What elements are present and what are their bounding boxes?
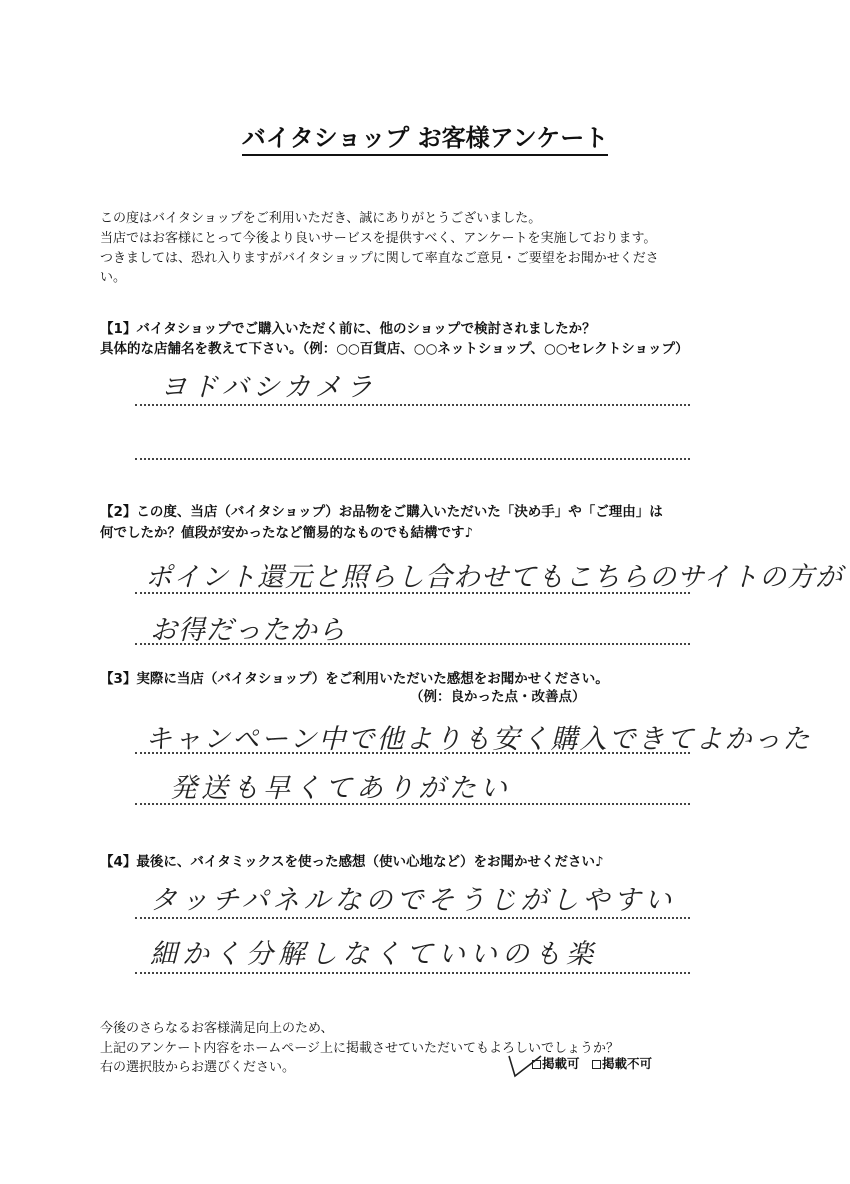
answer-3-line-1: キャンペーン中で他よりも安く購入できてよかった (145, 724, 812, 755)
answer-4-line-1: タッチパネルなのでそうじがしやすい (150, 885, 676, 916)
answer-line (135, 803, 690, 805)
question-1-sub: 具体的な店舗名を教えて下さい。（例：○○百貨店、○○ネットショップ、○○セレクトショップ） (100, 341, 689, 357)
answer-line (135, 643, 690, 645)
answer-line (135, 404, 690, 406)
answer-line (135, 458, 690, 460)
answer-2-line-1: ポイント還元と照らし合わせてもこちらのサイトの方が (145, 562, 844, 593)
answer-3-line-2: 発送も早くてありがたい (170, 773, 511, 804)
option-no-publish[interactable] (592, 1054, 652, 1072)
option-label: 掲載不可 (602, 1056, 653, 1071)
answer-line (135, 592, 690, 594)
question-1: 【1】バイタショップでご購入いただく前に、他のショップで検討されましたか？ (100, 321, 596, 337)
intro-line: い。 (100, 270, 127, 285)
intro-line: 当店ではお客様にとって今後より良いサービスを提供すべく、アンケートを実施しております。 (100, 231, 657, 246)
option-label: 掲載可 (542, 1056, 580, 1071)
answer-line (135, 917, 690, 919)
answer-1-line-1: ヨドバシカメラ (160, 372, 377, 403)
footer-line: 今後のさらなるお客様満足向上のため、 (100, 1021, 334, 1036)
question-2-sub: 何でしたか？値段が安かったなど簡易的なものでも結構です♪ (100, 525, 474, 541)
answer-2-line-2: お得だったから (150, 615, 346, 646)
answer-line (135, 972, 690, 974)
page-title (0, 118, 850, 153)
question-3-example: （例：良かった点・改善点） (410, 689, 586, 705)
footer-line: 右の選択肢からお選びください。 (100, 1060, 296, 1075)
footer-line: 上記のアンケート内容をホームページ上に掲載させていただいてもよろしいでしょうか？ (100, 1041, 619, 1056)
check-mark-icon (505, 1040, 545, 1080)
answer-4-line-2: 細かく分解しなくていいのも楽 (150, 939, 598, 970)
intro-line: この度はバイタショップをご利用いただき、誠にありがとうございました。 (100, 211, 542, 226)
intro-line: つきましては、恐れ入りますがバイタショップに関して率直なご意見・ご要望をお聞かせくださ (100, 251, 659, 266)
checkbox[interactable] (592, 1060, 601, 1069)
question-2: 【2】この度、当店（バイタショップ）お品物をご購入いただいた「決め手」や「ご理由」は (100, 504, 663, 520)
title-text: バイタショップ お客様アンケート (242, 124, 608, 156)
question-3: 【3】実際に当店（バイタショップ）をご利用いただいた感想をお聞かせください。 (100, 671, 609, 687)
answer-line (135, 752, 690, 754)
question-4: 【4】最後に、バイタミックスを使った感想（使い心地など）をお聞かせください♪ (100, 854, 604, 870)
